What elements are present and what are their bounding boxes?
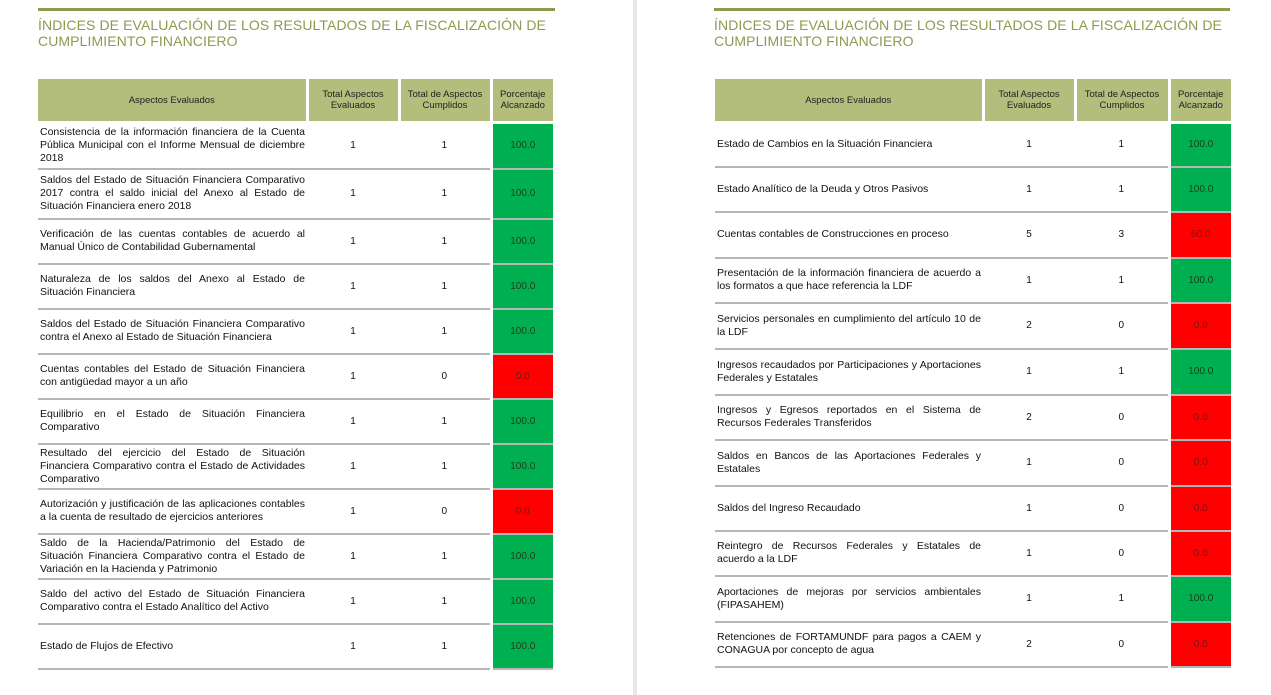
table-header-row	[715, 79, 1231, 123]
aspect-cell: Saldos del Estado de Situación Financiera Comparativo 2017 contra el saldo inicial del Anexo al Estado de Situación Financiera enero 2018	[38, 169, 307, 219]
aspect-cell: Aportaciones de mejoras por servicios ambientales (FIPASAHEM)	[715, 576, 983, 622]
percentage-cell: 0.0	[1169, 303, 1231, 349]
aspects-met-cell: 1	[1075, 576, 1169, 622]
table-row	[715, 622, 1231, 667]
aspect-cell: Ingresos y Egresos reportados en el Sistema de Recursos Federales Transferidos	[715, 395, 983, 440]
table-row	[38, 579, 553, 624]
table-row	[38, 264, 553, 309]
page-title	[38, 17, 578, 49]
aspect-cell: Saldos del Estado de Situación Financiera Comparativo contra el Anexo al Estado de Situación Financiera	[38, 309, 307, 354]
aspect-cell: Resultado del ejercicio del Estado de Situación Financiera Comparativo contra el Estado de Actividades Comparativo	[38, 444, 307, 489]
aspect-cell: Cuentas contables de Construcciones en proceso	[715, 212, 983, 258]
title-rule	[38, 8, 555, 11]
evaluation-table	[715, 79, 1231, 668]
aspects-met-cell: 0	[399, 489, 491, 534]
total-aspects-cell: 1	[307, 624, 399, 669]
aspects-met-cell: 1	[1075, 167, 1169, 212]
aspects-met-cell: 1	[399, 123, 491, 169]
aspects-met-cell: 0	[1075, 440, 1169, 486]
page-title-line-1: ÍNDICES DE EVALUACIÓN DE LOS RESULTADOS DE LA FISCALIZACIÓN DE	[38, 17, 546, 33]
total-aspects-cell: 1	[307, 579, 399, 624]
percentage-cell: 100.0	[1169, 349, 1231, 395]
table-row	[715, 576, 1231, 622]
aspect-cell: Estado de Cambios en la Situación Financiera	[715, 123, 983, 167]
total-aspects-cell: 1	[307, 123, 399, 169]
total-aspects-cell: 1	[307, 534, 399, 579]
table-row	[715, 349, 1231, 395]
percentage-cell: 100.0	[491, 534, 553, 579]
total-aspects-cell: 2	[983, 303, 1075, 349]
percentage-cell: 0.0	[1169, 622, 1231, 667]
table-body	[38, 123, 553, 669]
header-total-aspects: Total Aspectos Evaluados	[307, 79, 399, 123]
table-row	[38, 219, 553, 264]
aspect-cell: Saldo del activo del Estado de Situación Financiera Comparativo contra el Estado Analítico del Activo	[38, 579, 307, 624]
aspects-met-cell: 1	[399, 444, 491, 489]
aspect-cell: Reintegro de Recursos Federales y Estatales de acuerdo a la LDF	[715, 531, 983, 576]
aspects-met-cell: 3	[1075, 212, 1169, 258]
percentage-cell: 0.0	[1169, 395, 1231, 440]
aspects-met-cell: 0	[399, 354, 491, 399]
table-row	[715, 123, 1231, 167]
table-row	[715, 440, 1231, 486]
table-row	[38, 489, 553, 534]
percentage-cell: 0.0	[1169, 440, 1231, 486]
table-row	[715, 258, 1231, 303]
table-row	[38, 624, 553, 669]
table-row	[38, 444, 553, 489]
percentage-cell: 100.0	[1169, 167, 1231, 212]
total-aspects-cell: 1	[307, 169, 399, 219]
percentage-cell: 100.0	[491, 169, 553, 219]
total-aspects-cell: 1	[307, 264, 399, 309]
aspect-cell: Servicios personales en cumplimiento del artículo 10 de la LDF	[715, 303, 983, 349]
percentage-cell: 100.0	[491, 444, 553, 489]
header-percentage: Porcentaje Alcanzado	[491, 79, 553, 123]
table-row	[715, 395, 1231, 440]
evaluation-table	[38, 79, 553, 670]
table-row	[715, 212, 1231, 258]
page-title-line-2: CUMPLIMIENTO FINANCIERO	[714, 33, 914, 49]
aspect-cell: Saldos en Bancos de las Aportaciones Federales y Estatales	[715, 440, 983, 486]
header-aspects: Aspectos Evaluados	[38, 79, 307, 123]
percentage-cell: 100.0	[491, 624, 553, 669]
aspect-cell: Naturaleza de los saldos del Anexo al Estado de Situación Financiera	[38, 264, 307, 309]
aspects-met-cell: 1	[399, 309, 491, 354]
table-row	[715, 531, 1231, 576]
aspects-met-cell: 1	[399, 534, 491, 579]
aspect-cell: Saldos del Ingreso Recaudado	[715, 486, 983, 531]
aspect-cell: Consistencia de la información financiera de la Cuenta Pública Municipal con el Informe Mensual de diciembre 2018	[38, 123, 307, 169]
aspect-cell: Estado Analítico de la Deuda y Otros Pasivos	[715, 167, 983, 212]
aspects-met-cell: 1	[1075, 123, 1169, 167]
page-title-line-2: CUMPLIMIENTO FINANCIERO	[38, 33, 238, 49]
percentage-cell: 100.0	[491, 264, 553, 309]
header-total-aspects: Total Aspectos Evaluados	[983, 79, 1075, 123]
table-row	[38, 123, 553, 169]
aspects-met-cell: 1	[399, 399, 491, 444]
percentage-cell: 100.0	[491, 123, 553, 169]
total-aspects-cell: 5	[983, 212, 1075, 258]
aspects-met-cell: 1	[1075, 349, 1169, 395]
table-row	[38, 309, 553, 354]
document-page-left	[0, 0, 633, 695]
aspect-cell: Saldo de la Hacienda/Patrimonio del Estado de Situación Financiera Comparativo contra el Estado de Variación en la Hacienda y Patrimonio	[38, 534, 307, 579]
total-aspects-cell: 1	[307, 399, 399, 444]
aspects-met-cell: 0	[1075, 303, 1169, 349]
title-rule	[714, 8, 1230, 11]
aspect-cell: Estado de Flujos de Efectivo	[38, 624, 307, 669]
page-title	[714, 17, 1254, 49]
percentage-cell: 100.0	[491, 309, 553, 354]
aspect-cell: Verificación de las cuentas contables de acuerdo al Manual Único de Contabilidad Gubernamental	[38, 219, 307, 264]
table-row	[38, 534, 553, 579]
header-aspects-met: Total de Aspectos Cumplidos	[399, 79, 491, 123]
total-aspects-cell: 1	[307, 444, 399, 489]
aspect-cell: Ingresos recaudados por Participaciones y Aportaciones Federales y Estatales	[715, 349, 983, 395]
table-row	[38, 354, 553, 399]
total-aspects-cell: 1	[307, 219, 399, 264]
table-row	[38, 169, 553, 219]
percentage-cell: 0.0	[1169, 531, 1231, 576]
percentage-cell: 0.0	[491, 354, 553, 399]
total-aspects-cell: 1	[983, 123, 1075, 167]
percentage-cell: 100.0	[491, 399, 553, 444]
total-aspects-cell: 1	[983, 167, 1075, 212]
total-aspects-cell: 1	[983, 258, 1075, 303]
total-aspects-cell: 1	[983, 486, 1075, 531]
percentage-cell: 60.0	[1169, 212, 1231, 258]
aspect-cell: Equilibrio en el Estado de Situación Financiera Comparativo	[38, 399, 307, 444]
page-title-line-1: ÍNDICES DE EVALUACIÓN DE LOS RESULTADOS DE LA FISCALIZACIÓN DE	[714, 17, 1222, 33]
aspects-met-cell: 1	[399, 624, 491, 669]
aspect-cell: Cuentas contables del Estado de Situación Financiera con antigüedad mayor a un año	[38, 354, 307, 399]
total-aspects-cell: 1	[983, 576, 1075, 622]
total-aspects-cell: 1	[983, 531, 1075, 576]
header-aspects: Aspectos Evaluados	[715, 79, 983, 123]
percentage-cell: 0.0	[1169, 486, 1231, 531]
document-page-right	[637, 0, 1271, 695]
table-body	[715, 123, 1231, 667]
percentage-cell: 100.0	[491, 219, 553, 264]
percentage-cell: 0.0	[491, 489, 553, 534]
total-aspects-cell: 1	[983, 440, 1075, 486]
aspects-met-cell: 1	[399, 169, 491, 219]
table-header-row	[38, 79, 553, 123]
total-aspects-cell: 1	[307, 354, 399, 399]
aspects-met-cell: 1	[399, 264, 491, 309]
aspect-cell: Autorización y justificación de las aplicaciones contables a la cuenta de resultado de ejercicios anteriores	[38, 489, 307, 534]
aspects-met-cell: 0	[1075, 531, 1169, 576]
total-aspects-cell: 1	[307, 489, 399, 534]
aspect-cell: Presentación de la información financiera de acuerdo a los formatos a que hace referencia la LDF	[715, 258, 983, 303]
table-row	[715, 303, 1231, 349]
aspects-met-cell: 0	[1075, 486, 1169, 531]
percentage-cell: 100.0	[491, 579, 553, 624]
header-aspects-met: Total de Aspectos Cumplidos	[1075, 79, 1169, 123]
aspects-met-cell: 1	[399, 579, 491, 624]
aspects-met-cell: 1	[1075, 258, 1169, 303]
aspect-cell: Retenciones de FORTAMUNDF para pagos a CAEM y CONAGUA por concepto de agua	[715, 622, 983, 667]
aspects-met-cell: 0	[1075, 622, 1169, 667]
total-aspects-cell: 2	[983, 622, 1075, 667]
table-row	[715, 486, 1231, 531]
table-row	[38, 399, 553, 444]
aspects-met-cell: 1	[399, 219, 491, 264]
percentage-cell: 100.0	[1169, 123, 1231, 167]
total-aspects-cell: 2	[983, 395, 1075, 440]
table-row	[715, 167, 1231, 212]
total-aspects-cell: 1	[983, 349, 1075, 395]
percentage-cell: 100.0	[1169, 258, 1231, 303]
header-percentage: Porcentaje Alcanzado	[1169, 79, 1231, 123]
percentage-cell: 100.0	[1169, 576, 1231, 622]
total-aspects-cell: 1	[307, 309, 399, 354]
aspects-met-cell: 0	[1075, 395, 1169, 440]
